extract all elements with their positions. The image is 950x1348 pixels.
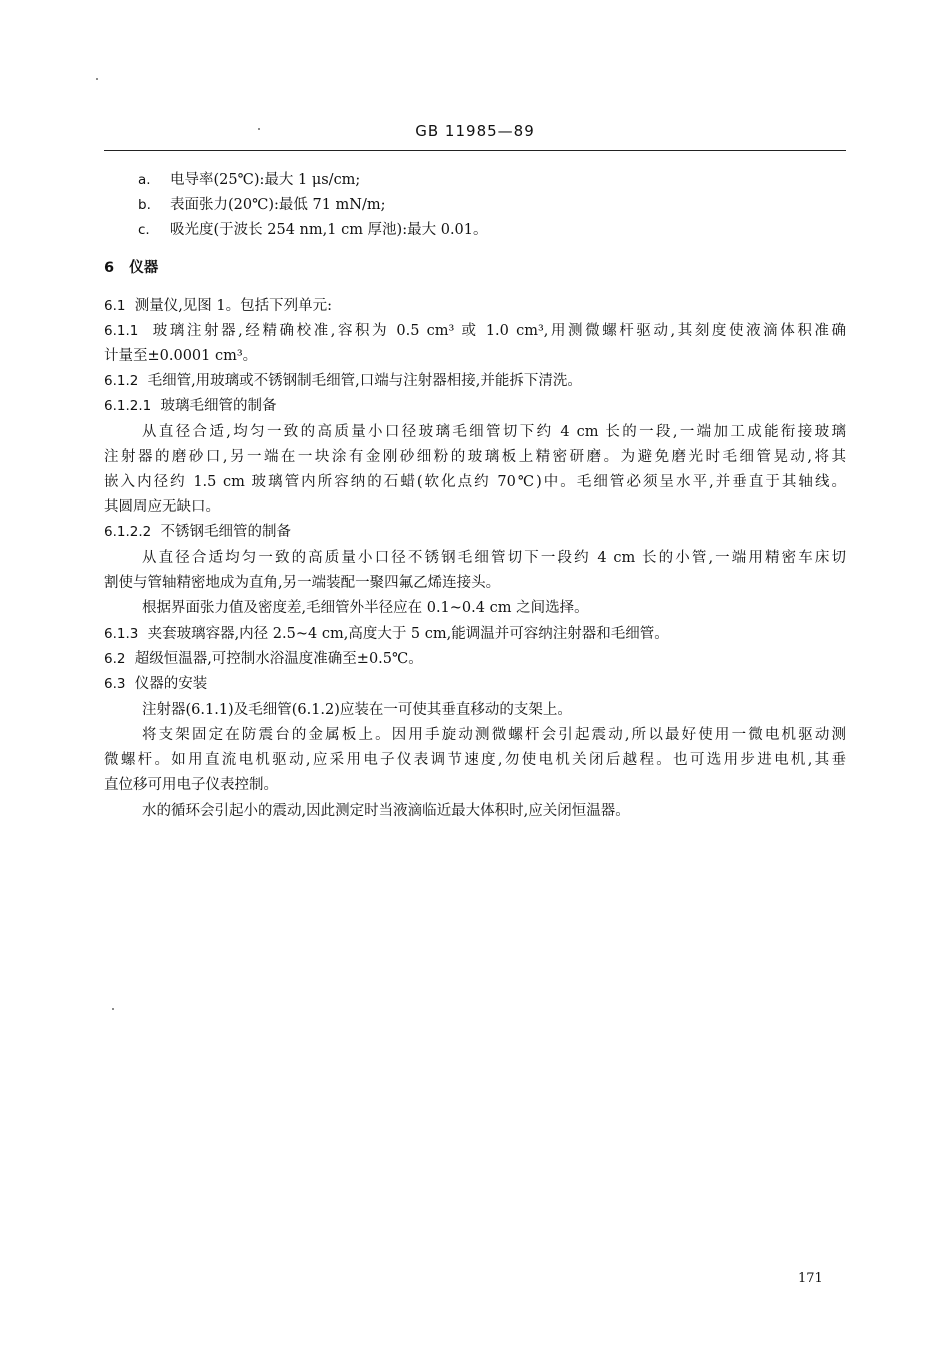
section-number: 6 (104, 260, 115, 276)
item-text: 吸光度(于波长 254 nm,1 cm 厚池):最大 0.01。 (170, 222, 488, 238)
paragraph-line: 嵌入内径约 1.5 cm 玻璃管内所容纳的石蜡(软化点约 70℃)中。毛细管必须呈水平,并垂直于其轴线。 (104, 474, 846, 490)
paragraph-line: 将支架固定在防震台的金属板上。因用手旋动测微螺杆会引起震动,所以最好使用一微电机驱动测 (142, 727, 846, 743)
clause-text: 玻璃注射器,经精确校准,容积为 0.5 cm³ 或 1.0 cm³,用测微螺杆驱动,其刻度使液滴体积准确 (152, 323, 846, 339)
clause-6-1-2-1-heading (104, 396, 276, 416)
clause-number: 6.1.3 (104, 626, 139, 642)
clause-title: 仪器的安装 (134, 676, 208, 692)
clause-number: 6.1.2 (104, 373, 139, 389)
clause-text: 测量仪,见图 1。包括下列单元: (134, 298, 333, 314)
item-label: b. (138, 197, 151, 213)
scan-speck (96, 78, 98, 80)
list-item (138, 195, 386, 215)
list-item (138, 220, 488, 240)
clause-6-3-heading (104, 674, 207, 694)
clause-6-1-2 (104, 371, 582, 391)
clause-6-1-3 (104, 624, 669, 644)
scan-speck (258, 128, 260, 130)
paragraph-line: 直位移可用电子仪表控制。 (104, 777, 278, 793)
header-rule (104, 150, 846, 151)
clause-title: 不锈钢毛细管的制备 (160, 524, 291, 540)
clause-number: 6.1.1 (104, 323, 139, 339)
document-header: GB 11985—89 (415, 122, 535, 140)
paragraph-line: 注射器(6.1.1)及毛细管(6.1.2)应装在一可使其垂直移动的支架上。 (142, 702, 572, 718)
item-text: 表面张力(20℃):最低 71 mN/m; (170, 197, 386, 213)
section-heading (104, 258, 158, 278)
paragraph-line: 注射器的磨砂口,另一端在一块涂有金刚砂细粉的玻璃板上精密研磨。为避免磨光时毛细管晃动,将其 (104, 449, 846, 465)
section-title: 仪器 (129, 260, 159, 276)
clause-6-1-2-2-heading (104, 522, 291, 542)
paragraph-line: 根据界面张力值及密度差,毛细管外半径应在 0.1~0.4 cm 之间选择。 (142, 600, 589, 616)
item-text: 电导率(25℃):最大 1 μs/cm; (170, 172, 361, 188)
clause-6-1 (104, 296, 332, 316)
clause-number: 6.2 (104, 651, 126, 667)
paragraph-line: 割使与管轴精密地成为直角,另一端装配一聚四氟乙烯连接头。 (104, 575, 501, 591)
clause-number: 6.1.2.2 (104, 524, 152, 540)
scan-speck (112, 1008, 114, 1010)
item-label: c. (138, 222, 150, 238)
paragraph-line: 微螺杆。如用直流电机驱动,应采用电子仪表调节速度,勿使电机关闭后越程。也可选用步进电机,其垂 (104, 752, 846, 768)
clause-text: 夹套玻璃容器,内径 2.5~4 cm,高度大于 5 cm,能调温并可容纳注射器和毛细管。 (147, 626, 669, 642)
paragraph-line: 水的循环会引起小的震动,因此测定时当液滴临近最大体积时,应关闭恒温器。 (142, 803, 630, 819)
clause-6-1-1-line: 计量至±0.0001 cm³。 (104, 348, 258, 364)
clause-number: 6.3 (104, 676, 126, 692)
paragraph-line: 其圆周应无缺口。 (104, 499, 220, 515)
clause-number: 6.1 (104, 298, 126, 314)
clause-6-2 (104, 649, 423, 669)
clause-number: 6.1.2.1 (104, 398, 152, 414)
list-item (138, 170, 360, 190)
item-label: a. (138, 172, 151, 188)
clause-6-1-1-line (104, 321, 846, 341)
paragraph-line: 从直径合适,均匀一致的高质量小口径玻璃毛细管切下约 4 cm 长的一段,一端加工成能衔接玻璃 (142, 424, 846, 440)
clause-text: 毛细管,用玻璃或不锈钢制毛细管,口端与注射器相接,并能拆下清洗。 (147, 373, 582, 389)
paragraph-line: 从直径合适均匀一致的高质量小口径不锈钢毛细管切下一段约 4 cm 长的小管,一端用精密车床切 (142, 550, 846, 566)
page-number: 171 (798, 1271, 823, 1286)
clause-text: 超级恒温器,可控制水浴温度准确至±0.5℃。 (134, 651, 423, 667)
clause-title: 玻璃毛细管的制备 (160, 398, 277, 414)
